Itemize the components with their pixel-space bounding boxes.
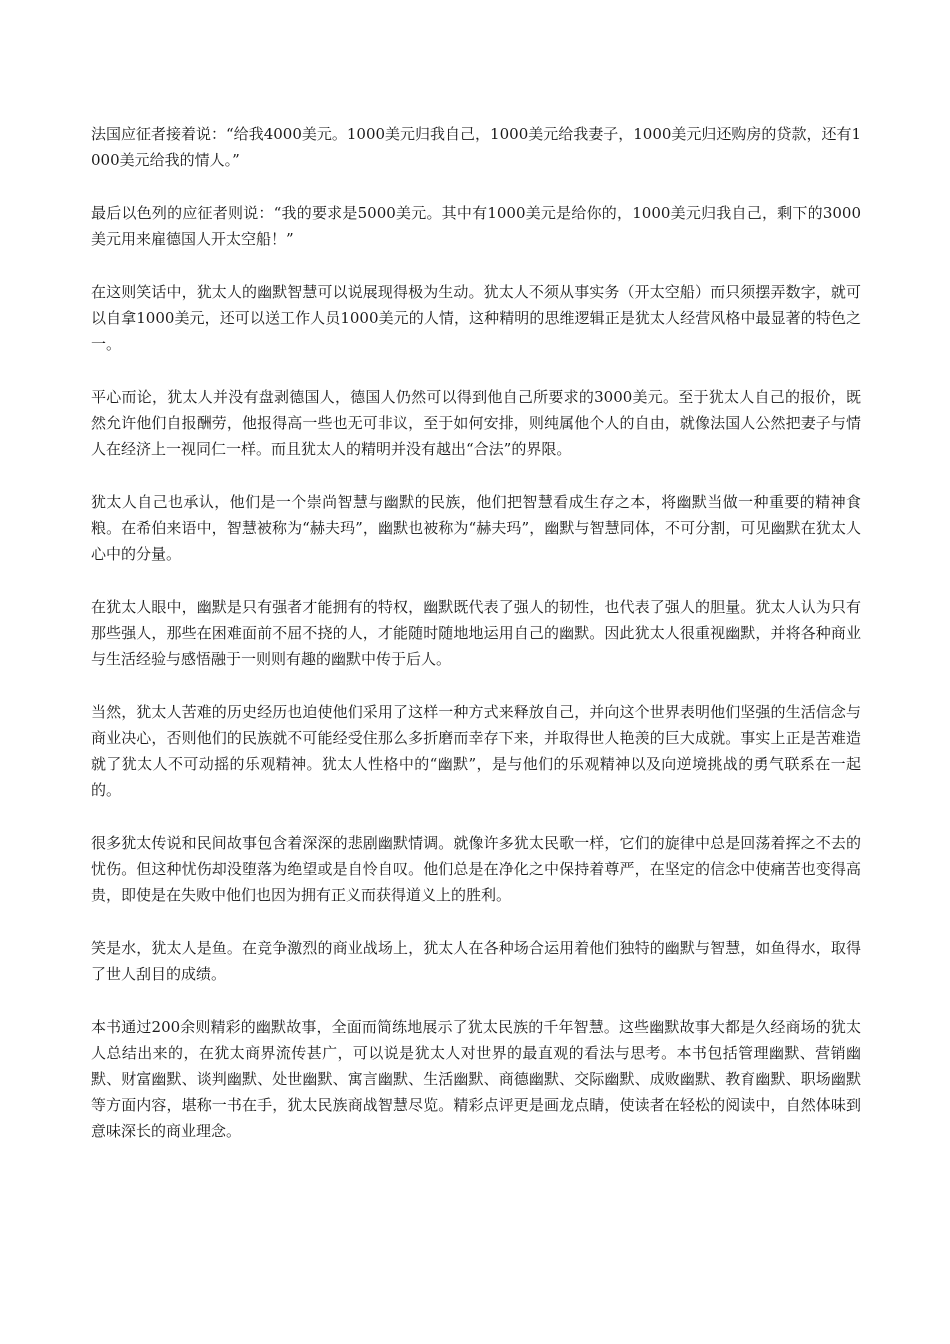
paragraph: 在这则笑话中，犹太人的幽默智慧可以说展现得极为生动。犹太人不须从事实务（开太空船）而只须摆弄数字，就可以自拿1000美元，还可以送工作人员1000美元的人情，这种精明的思维逻辑正是犹太人经营风格中最显著的特色之一。 xyxy=(91,283,861,353)
paragraph: 平心而论，犹太人并没有盘剥德国人，德国人仍然可以得到他自己所要求的3000美元。至于犹太人自己的报价，既然允许他们自报酬劳，他报得高一些也无可非议，至于如何安排，则纯属他个人的自由，就像法国人公然把妻子与情人在经济上一视同仁一样。而且犹太人的精明并没有越出“合法”的界限。 xyxy=(91,388,861,458)
document-body xyxy=(91,121,861,1171)
paragraph: 犹太人自己也承认，他们是一个崇尚智慧与幽默的民族，他们把智慧看成生存之本，将幽默当做一种重要的精神食粮。在希伯来语中，智慧被称为“赫夫玛”，幽默也被称为“赫夫玛”，幽默与智慧同体，不可分割，可见幽默在犹太人心中的分量。 xyxy=(91,493,861,563)
paragraph: 最后以色列的应征者则说：“我的要求是5000美元。其中有1000美元是给你的，1000美元归我自己，剩下的3000美元用来雇德国人开太空船！” xyxy=(91,204,861,248)
paragraph: 本书通过200余则精彩的幽默故事，全面而简练地展示了犹太民族的千年智慧。这些幽默故事大都是久经商场的犹太人总结出来的，在犹太商界流传甚广，可以说是犹太人对世界的最直观的看法与思考。本书包括管理幽默、营销幽默、财富幽默、谈判幽默、处世幽默、寓言幽默、生活幽默、商德幽默、交际幽默、成败幽默、教育幽默、职场幽默等方面内容，堪称一书在手，犹太民族商战智慧尽览。精彩点评更是画龙点睛，使读者在轻松的阅读中，自然体味到意味深长的商业理念。 xyxy=(91,1018,861,1140)
paragraph: 当然，犹太人苦难的历史经历也迫使他们采用了这样一种方式来释放自己，并向这个世界表明他们坚强的生活信念与商业决心，否则他们的民族就不可能经受住那么多折磨而幸存下来，并取得世人艳羡的巨大成就。事实上正是苦难造就了犹太人不可动摇的乐观精神。犹太人性格中的“幽默”，是与他们的乐观精神以及向逆境挑战的勇气联系在一起的。 xyxy=(91,703,861,799)
paragraph: 很多犹太传说和民间故事包含着深深的悲剧幽默情调。就像许多犹太民歌一样，它们的旋律中总是回荡着挥之不去的忧伤。但这种忧伤却没堕落为绝望或是自怜自叹。他们总是在净化之中保持着尊严，在坚定的信念中使痛苦也变得高贵，即使是在失败中他们也因为拥有正义而获得道义上的胜利。 xyxy=(91,834,861,904)
paragraph: 在犹太人眼中，幽默是只有强者才能拥有的特权，幽默既代表了强人的韧性，也代表了强人的胆量。犹太人认为只有那些强人，那些在困难面前不屈不挠的人，才能随时随地地运用自己的幽默。因此犹太人很重视幽默，并将各种商业与生活经验与感悟融于一则则有趣的幽默中传于后人。 xyxy=(91,598,861,668)
paragraph: 法国应征者接着说：“给我4000美元。1000美元归我自己，1000美元给我妻子，1000美元归还购房的贷款，还有1000美元给我的情人。” xyxy=(91,125,861,169)
paragraph: 笑是水，犹太人是鱼。在竞争激烈的商业战场上，犹太人在各种场合运用着他们独特的幽默与智慧，如鱼得水，取得了世人刮目的成绩。 xyxy=(91,939,861,983)
